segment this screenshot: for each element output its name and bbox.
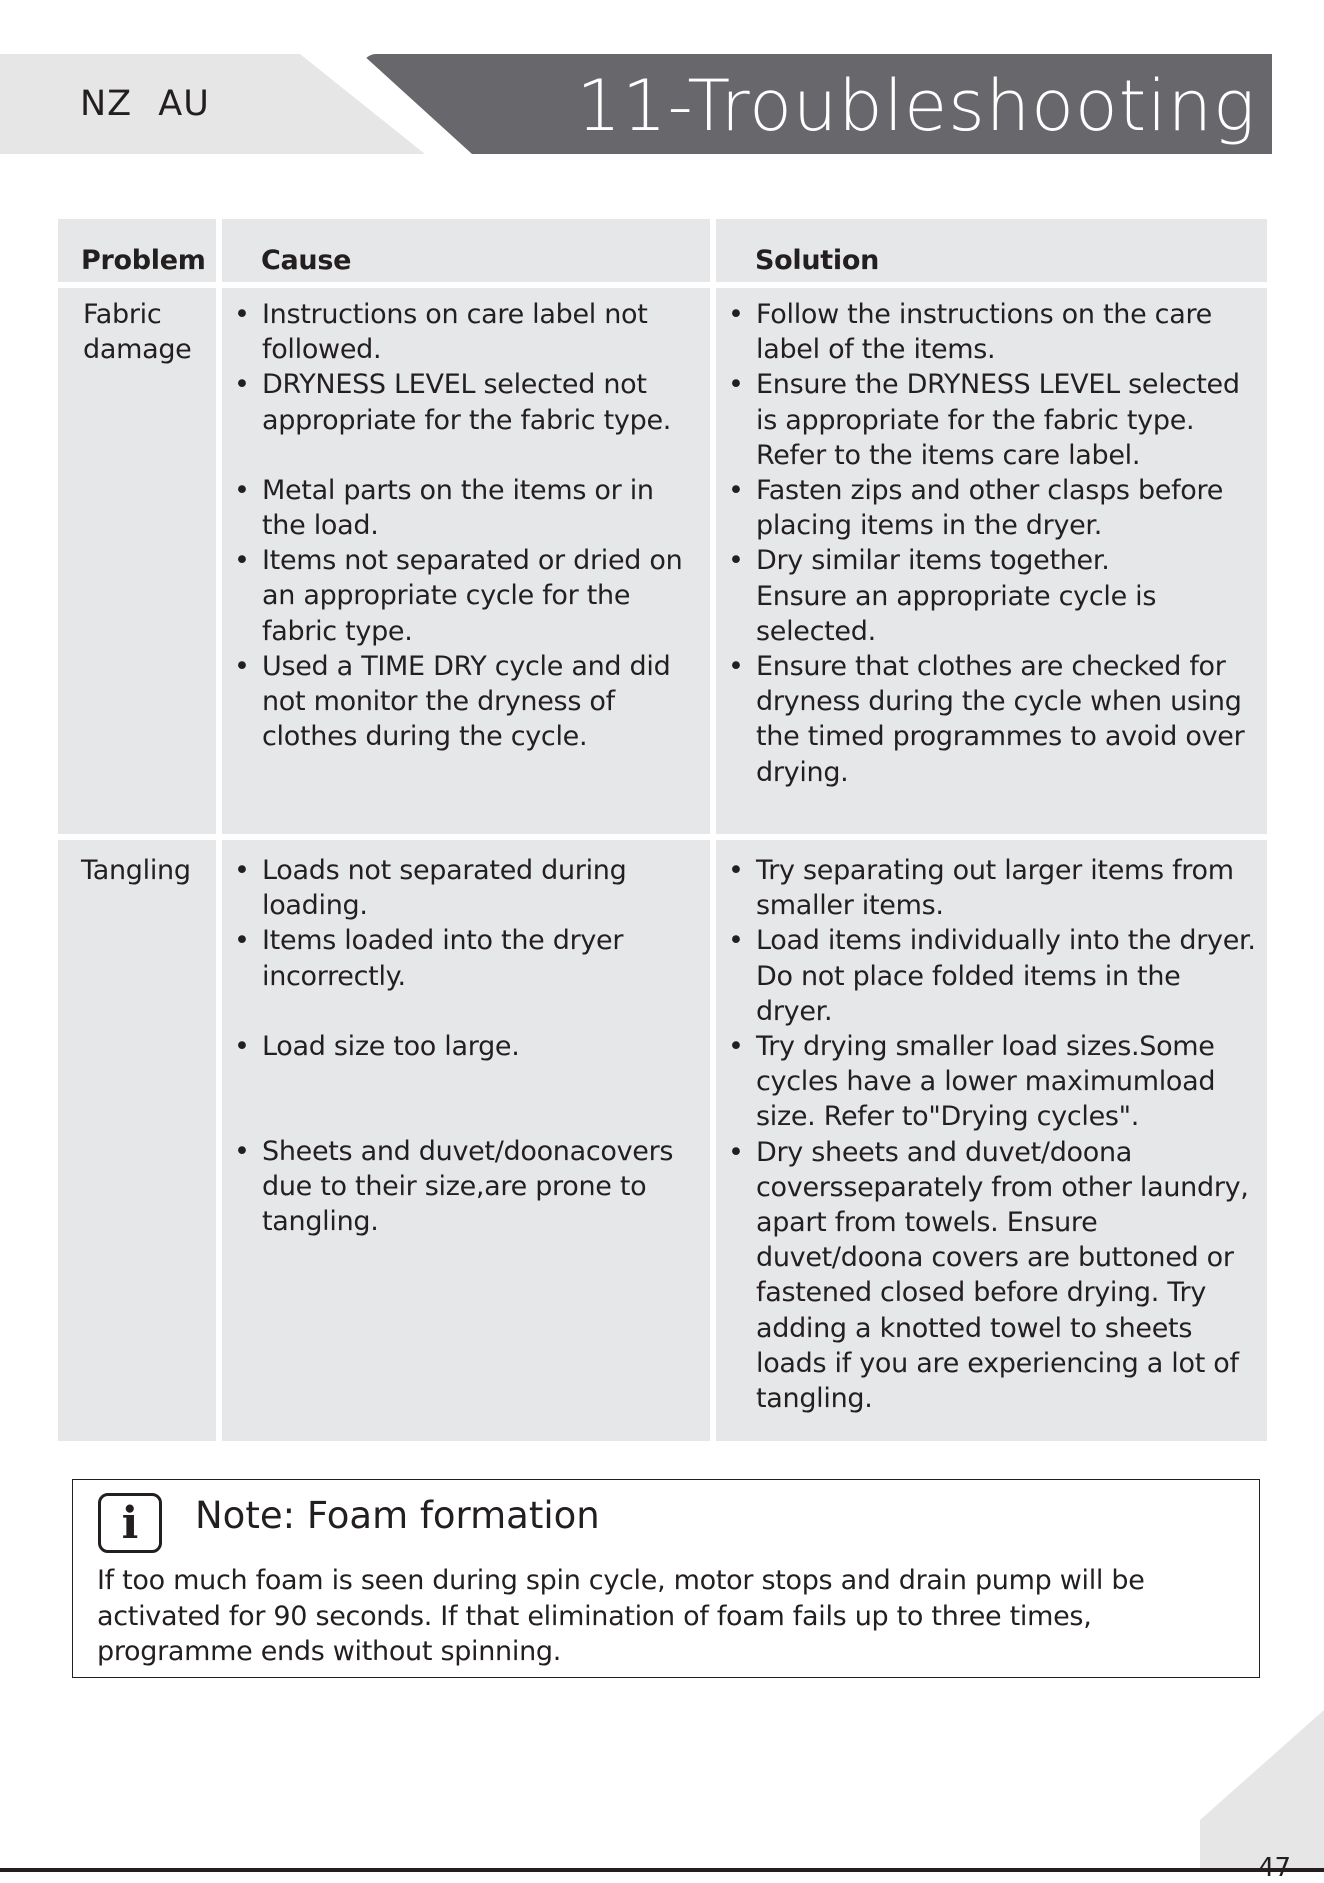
list-item: • Items loaded into the dryer incorrectly. [222, 923, 700, 993]
problem-fabric-damage [58, 288, 216, 834]
problem-tangling: Tangling [58, 840, 216, 1441]
list-item: • Instructions on care label not followed. [222, 297, 700, 367]
header-problem: Problem [58, 219, 216, 282]
list-item: • Sheets and duvet/doonacovers due to their size,are prone to tangling. [222, 1134, 700, 1240]
bottom-rule [0, 1868, 1324, 1872]
solution-cell-tangling [716, 840, 1267, 1441]
list-item: • Fasten zips and other clasps before placing items in the dryer. [716, 473, 1257, 543]
page-corner-tab [1200, 1710, 1324, 1872]
list-item: Ensure an appropriate cycle is selected. [756, 580, 1157, 647]
problem-label: Fabric damage [83, 299, 192, 366]
note-body: If too much foam is seen during spin cycle, motor stops and drain pump will be activated for 90 seconds. If that elimination of foam fails up to three times, programme ends without spinning. [97, 1565, 1145, 1667]
cause-cell-fabric-damage [222, 288, 710, 834]
list-item: • Load size too large. [222, 1029, 700, 1064]
header-region-tab [0, 54, 440, 154]
region-label: NZ AU [80, 84, 210, 124]
list-item: • Items not separated or dried on an appropriate cycle for the fabric type. [222, 543, 700, 649]
list-item: • Dry sheets and duvet/doona coversseparately from other laundry, apart from towels. Ensure duvet/doona covers are buttoned or fastened closed before drying. Try adding a knotted towel to sheets loads if you are experiencing a lot of tangling. [716, 1135, 1259, 1417]
list-item: • Ensure the DRYNESS LEVEL selected is appropriate for the fabric type. [716, 367, 1257, 437]
note-box [72, 1479, 1260, 1678]
header-cause: Cause [222, 219, 710, 282]
solution-cell-fabric-damage [716, 288, 1267, 834]
info-icon: i [98, 1493, 162, 1553]
list-item: • Ensure that clothes are checked for dryness during the cycle when using the timed programmes to avoid over drying. [716, 649, 1257, 790]
list-item: • Load items individually into the dryer. Do not place folded items in the dryer. [716, 923, 1259, 1029]
spacer [222, 1064, 700, 1099]
list-item: • Follow the instructions on the care label of the items. [716, 297, 1257, 367]
cause-cell-tangling [222, 840, 710, 1441]
list-item: Refer to the items care label. [756, 439, 1141, 471]
spacer [222, 438, 700, 473]
note-title: Note: Foam formation [195, 1494, 600, 1537]
spacer [222, 994, 700, 1029]
list-item: • Dry similar items together. [716, 543, 1257, 578]
list-item: • Try separating out larger items from smaller items. [716, 853, 1259, 923]
list-item: • DRYNESS LEVEL selected not appropriate for the fabric type. [222, 367, 700, 437]
list-item: • Loads not separated during loading. [222, 853, 700, 923]
header-solution: Solution [716, 219, 1267, 282]
spacer [222, 1099, 700, 1134]
list-item: • Try drying smaller load sizes.Some cycles have a lower maximumload size. Refer to"Drying cycles". [716, 1029, 1259, 1135]
page-title: 11-Troubleshooting [576, 65, 1256, 147]
list-item: • Used a TIME DRY cycle and did not monitor the dryness of clothes during the cycle. [222, 649, 700, 755]
list-item: • Metal parts on the items or in the load. [222, 473, 700, 543]
